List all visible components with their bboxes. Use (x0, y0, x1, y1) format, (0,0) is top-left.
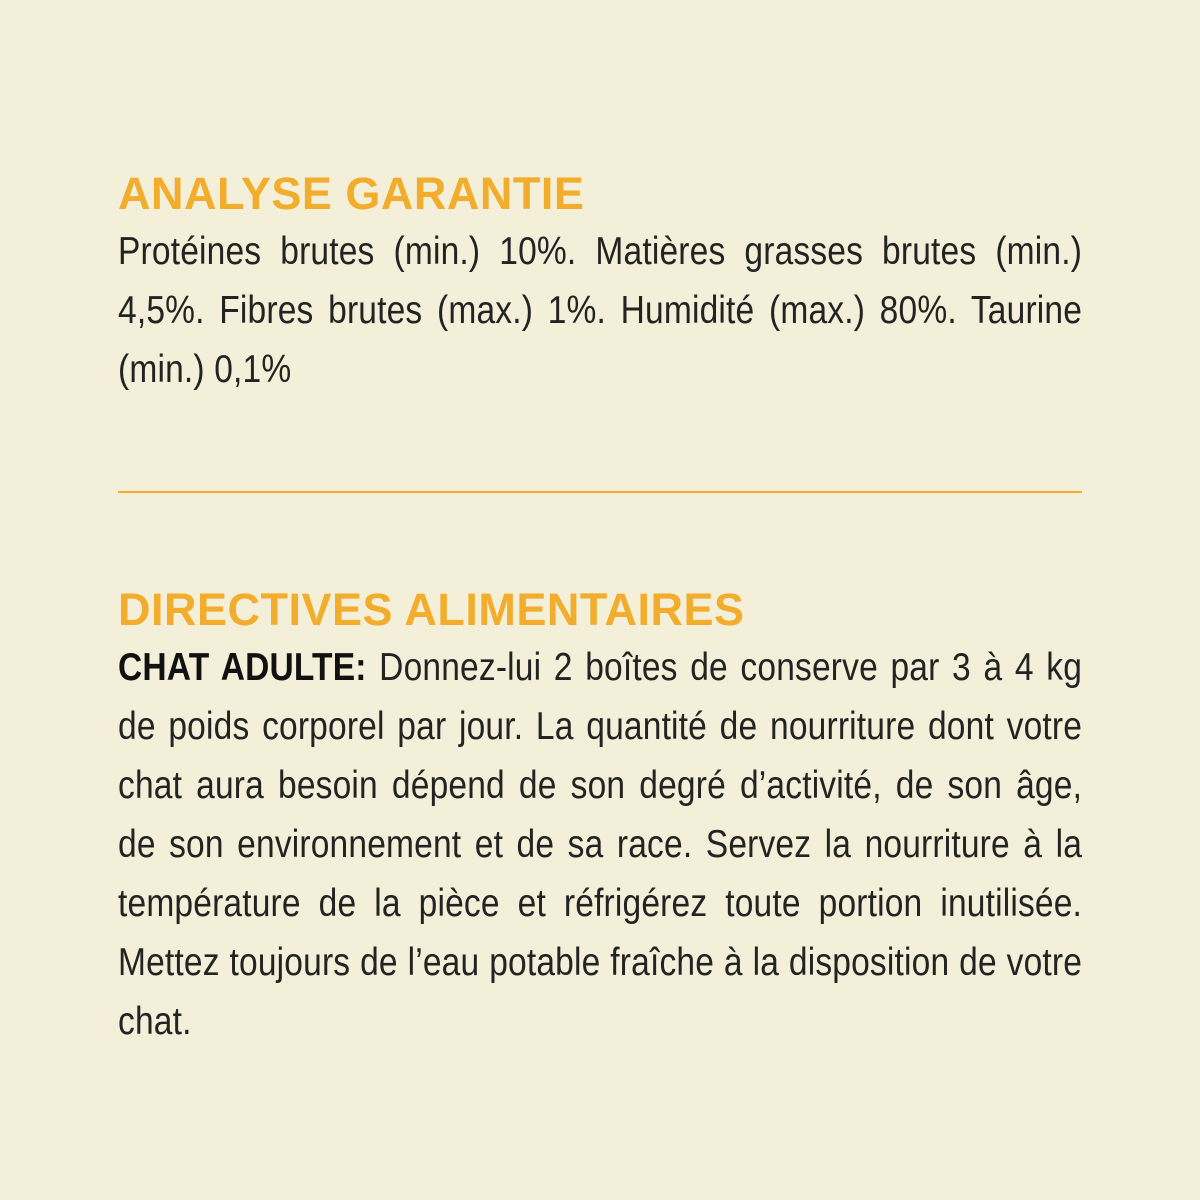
guaranteed-analysis-text: Protéines brutes (min.) 10%. Matières grasses brutes (min.) 4,5%. Fibres brutes (max.) 1%. Humidité (max.) 80%. Taurine (min.) 0,1% (118, 230, 1083, 391)
section-divider (118, 491, 1082, 493)
feeding-guidelines-heading: DIRECTIVES ALIMENTAIRES (118, 584, 745, 635)
adult-cat-label: CHAT ADULTE: (118, 646, 367, 689)
guaranteed-analysis-section (118, 166, 1082, 399)
feeding-guidelines-section (118, 582, 1082, 1051)
guaranteed-analysis-heading: ANALYSE GARANTIE (118, 168, 585, 219)
feeding-guidelines-text (118, 638, 1082, 1051)
feeding-guidelines-body: Donnez-lui 2 boîtes de conserve par 3 à 4 kg de poids corporel par jour. La quantité de nourriture dont votre chat aura besoin dépend de son degré d’activité, de son âge, de son environnement et de sa race. Servez la nourriture à la température de la pièce et réfrigérez toute portion inutilisée. Mettez toujours de l’eau potable fraîche à la disposition de votre chat. (118, 646, 1083, 1043)
